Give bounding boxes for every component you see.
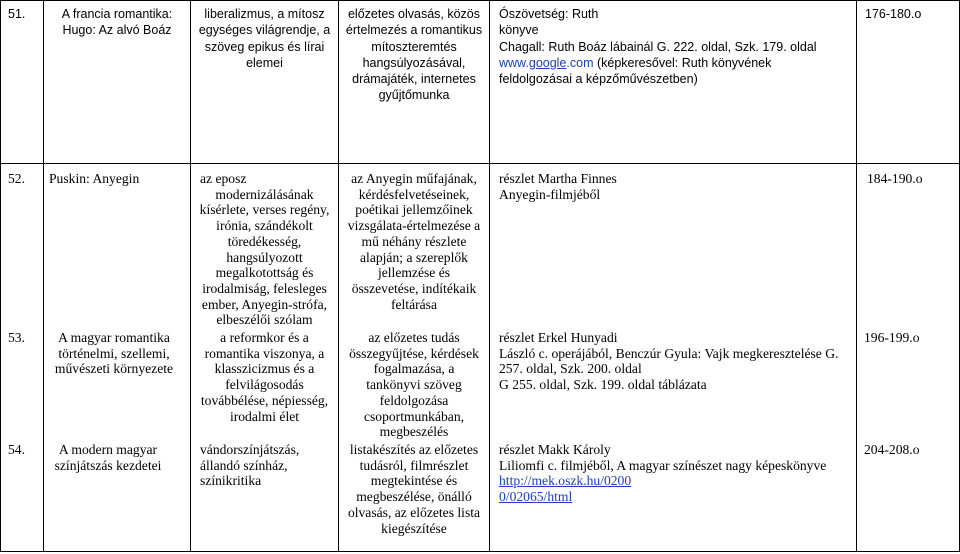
lesson-methods: előzetes olvasás, közös értelmezés a romantikus mítoszteremtés hangsúlyozásával, drámajáték, internetes gyűjtőmunka — [345, 7, 483, 103]
table-top-border — [0, 0, 960, 1]
table-bottom-border — [0, 551, 960, 552]
lesson-methods: az előzetes tudás összegyűjtése, kérdések fogalmazása, a tankönyvi szöveg feldolgozása csoportmunkában, megbeszélés — [349, 330, 479, 440]
google-link[interactable]: www.google.com — [499, 55, 594, 70]
lesson-topic: az eposz modernizálásának kísérlete, verses regény, irónia, szándékolt töredékesség, hangsúlyozott megalkotottság és irodalmiság, felesleges ember, Anyegin-strófa, elbeszélői szólam — [199, 171, 330, 328]
col-border-4 — [489, 0, 490, 552]
page-range: 176-180.o — [865, 7, 922, 21]
lesson-resources: részlet Martha Finnes Anyegin-filmjéből — [499, 171, 617, 202]
page-range: 196-199.o — [864, 330, 920, 345]
lesson-number: 53. — [8, 330, 25, 345]
lesson-number: 51. — [8, 7, 26, 21]
lesson-title: A francia romantika: Hugo: Az alvó Boáz — [61, 7, 173, 38]
lesson-resources: részlet Makk Károly Liliomfi c. filmjéből, A magyar színészet nagy képeskönyve http://mek.oszk.hu/0200 0/02065/html — [499, 442, 827, 505]
lesson-topic: vándorszínjátszás, állandó színház, színikritika — [200, 442, 300, 489]
col-border-5 — [856, 0, 857, 552]
lesson-topic: liberalizmus, a mítosz egységes világrendje, a szöveg epikus és lírai elemei — [198, 7, 331, 70]
lesson-resources: Ószövetség: Ruth könyve Chagall: Ruth Boáz lábainál G. 222. oldal, Szk. 179. oldal www.google.com (képkeresővel: Ruth könyvének feldolgozásai a képzőművészetben) — [499, 7, 817, 87]
lesson-title: Puskin: Anyegin — [49, 171, 140, 186]
lesson-methods: listakészítés az előzetes tudásról, filmrészlet megtekintése és megbeszélése, önálló olvasás, az előzetes lista kiegészítése — [347, 442, 481, 536]
lesson-methods: az Anyegin műfajának, kérdésfelvetéseinek, poétikai jellemzőinek vizsgálata-értelmezése a mű néhány részlete alapján; a szereplők jellemzése és összevetése, indítékaik feltárása — [347, 171, 481, 312]
lesson-title: A magyar romantika történelmi, szellemi, művészeti környezete — [54, 330, 174, 377]
mek-link[interactable]: http://mek.oszk.hu/0200 — [499, 473, 632, 489]
lesson-number: 52. — [8, 171, 25, 186]
mek-link-continued[interactable]: 0/02065/html — [499, 489, 573, 505]
lesson-title: A modern magyar színjátszás kezdetei — [54, 442, 162, 473]
col-border-0 — [0, 0, 1, 552]
page-range: 184-190.o — [867, 171, 923, 186]
page-range: 204-208.o — [864, 442, 920, 457]
row-separator-51-52 — [0, 163, 960, 164]
lesson-topic: a reformkor és a romantika viszonya, a klasszicizmus és a felvilágosodás továbbélése, népiesség, irodalmi élet — [200, 330, 329, 424]
lesson-resources: részlet Erkel Hunyadi László c. operájából, Benczúr Gyula: Vajk megkeresztelése G. 257. oldal, Szk. 200. oldal G 255. oldal, Szk. 199. oldal táblázata — [499, 330, 839, 393]
lesson-number: 54. — [8, 442, 25, 457]
